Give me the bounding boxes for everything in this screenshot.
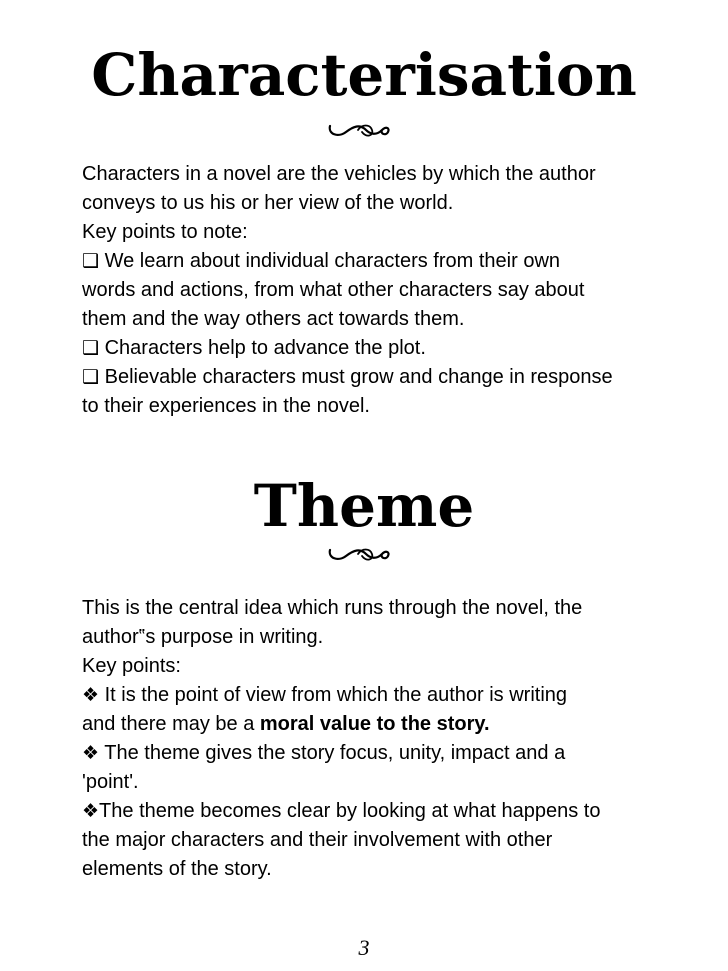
bullet-item [82,334,682,363]
bullet-item [82,363,682,392]
bullet-text: and there may be a [82,713,260,735]
intro-line: This is the central idea which runs through the novel, the [82,597,583,619]
bullet-text: Characters help to advance the plot. [104,337,426,359]
intro-line: Characters in a novel are the vehicles by which the author [82,163,596,185]
bullet-text: elements of the story. [82,858,272,880]
diamond-icon: ❖ [82,742,100,764]
bullet-text: The theme gives the story focus, unity, impact and a [104,742,566,764]
page-number: 3 [358,935,370,960]
checkbox-icon: ❑ [82,250,100,272]
bullet-text-line [82,710,682,739]
bullet-text: We learn about individual characters from their own [104,250,561,272]
intro-line: conveys to us his or her view of the world. [82,192,454,214]
intro-line: author‟s purpose in writing. [82,626,324,648]
characterisation-body [82,160,682,421]
emphasis-text: moral value to the story. [259,713,490,735]
bullet-item [82,681,682,710]
theme-body [82,594,682,884]
checkbox-icon: ❑ [82,337,100,359]
bullet-item [82,739,682,768]
key-points-label: Key points: [82,655,181,677]
bullet-text: to their experiences in the novel. [82,395,370,417]
bullet-text: the major characters and their involvement with other [82,829,553,851]
bullet-text: Believable characters must grow and change in response [104,366,613,388]
bullet-item [82,797,682,826]
bullet-text: The theme becomes clear by looking at what happens to [99,800,601,822]
section-title-characterisation: Characterisation [91,41,637,109]
bullet-text: them and the way others act towards them. [82,308,465,330]
bullet-item [82,247,682,276]
diamond-icon: ❖ [82,684,100,706]
flourish-ornament-icon [324,542,394,566]
section-title-theme: Theme [253,472,475,540]
key-points-label: Key points to note: [82,221,248,243]
checkbox-icon: ❑ [82,366,100,388]
diamond-icon: ❖ [82,800,100,822]
bullet-text: It is the point of view from which the author is writing [104,684,568,706]
bullet-text: words and actions, from what other characters say about [82,279,585,301]
bullet-text: 'point'. [82,771,139,793]
flourish-ornament-icon [324,118,394,142]
